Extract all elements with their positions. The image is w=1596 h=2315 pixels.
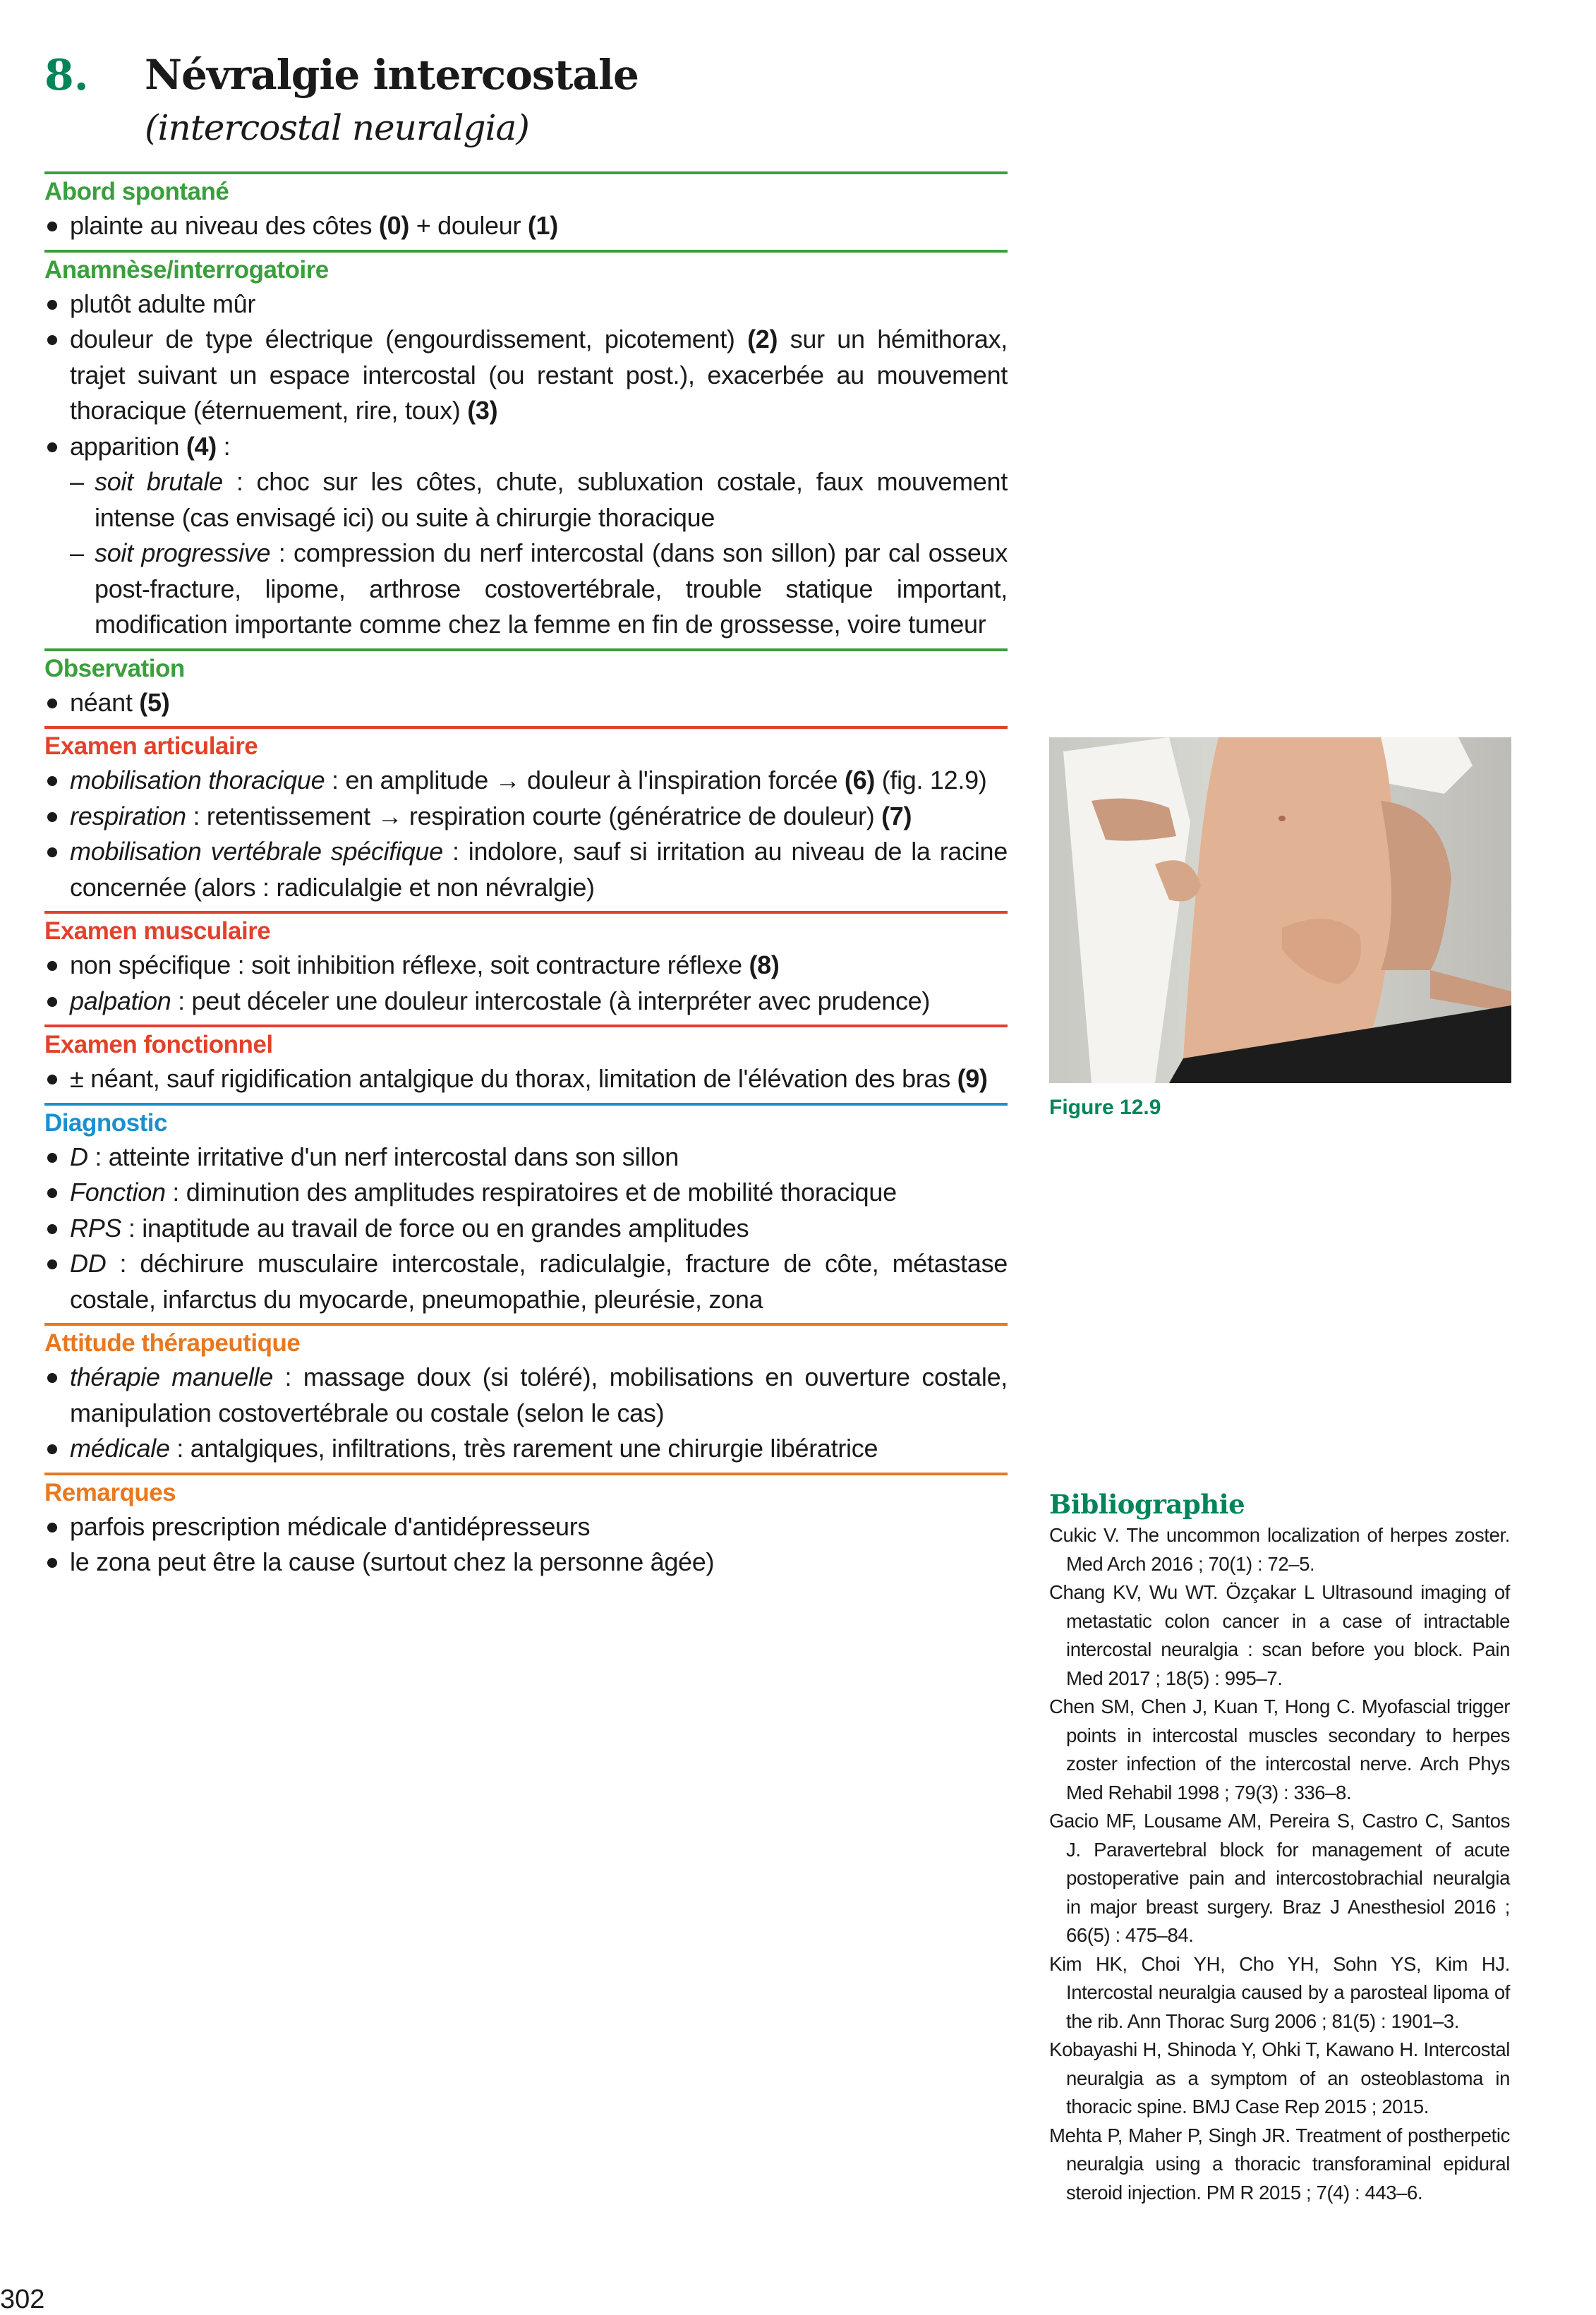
list-item <box>44 286 1008 322</box>
chapter-number: 8. <box>44 51 89 100</box>
item-term: D <box>70 1142 88 1171</box>
bullet-icon <box>47 812 57 822</box>
list-item <box>44 1061 1008 1097</box>
figure-photo <box>1049 737 1511 1083</box>
reference-entry: Chen SM, Chen J, Kuan T, Hong C. Myofascial trigger points in intercostal muscles secondary to herpes zoster infection of the intercostal nerve. Arch Phys Med Rehabil 1998 ; 79(3) : 336–8. <box>1049 1696 1510 1803</box>
item-text: : <box>216 431 231 461</box>
reference-entry: Kim HK, Choi YH, Cho YH, Sohn YS, Kim HJ. Intercostal neuralgia caused by a parosteal lipoma of the rib. Ann Thorac Surg 2006 ; 81(5) : 1901–3. <box>1049 1952 1510 2032</box>
section-heading: Diagnostic <box>44 1108 167 1137</box>
bibliography <box>1049 1489 1510 2207</box>
item-text: : indolore, sauf si irritation au niveau de la racine concernée (alors : radiculalgie et non névralgie) <box>70 837 1008 902</box>
list-item <box>44 1246 1008 1317</box>
list-item <box>44 429 1008 465</box>
item-text: plainte au niveau des côtes <box>70 211 379 240</box>
section-attitude-thérapeutique <box>44 1323 1008 1473</box>
bullet-icon <box>47 1444 57 1454</box>
list-item <box>44 685 1008 721</box>
bullet-icon <box>47 961 57 971</box>
reference-marker: (3) <box>467 396 498 425</box>
bullet-icon <box>47 442 57 452</box>
bullet-icon <box>47 1373 57 1383</box>
item-text: plutôt adulte mûr <box>70 289 256 318</box>
bullet-icon <box>47 1558 57 1568</box>
reference-entry: Mehta P, Maher P, Singh JR. Treatment of postherpetic neuralgia using a thoracic transforaminal epidural steroid injection. PM R 2015 ; 7(4) : 443–6. <box>1049 2124 1510 2204</box>
item-term: DD <box>70 1249 107 1278</box>
item-text: parfois prescription médicale d'antidépresseurs <box>70 1511 591 1541</box>
list-item <box>44 1211 1008 1247</box>
list-item <box>44 1431 1008 1467</box>
dash-icon: – <box>70 467 84 496</box>
section-examen-articulaire <box>44 726 1008 911</box>
reference-marker: (7) <box>881 801 912 830</box>
reference-marker: (4) <box>186 431 217 461</box>
bullet-icon <box>47 1224 57 1234</box>
bullet-icon <box>47 1153 57 1163</box>
item-text: (fig. 12.9) <box>875 766 987 794</box>
sub-list-item <box>44 464 1008 536</box>
figure-illustration <box>1049 737 1511 1083</box>
reference-entry: Chang KV, Wu WT. Özçakar L Ultrasound imaging of metastatic colon cancer in a case of intractable intercostal neuralgia : scan before you block. Pain Med 2017 ; 18(5) : 995–7. <box>1049 1581 1510 1689</box>
reference-marker: (1) <box>527 211 558 240</box>
item-text: non spécifique : soit inhibition réflexe, soit contracture réflexe <box>70 950 749 979</box>
item-term: palpation <box>70 986 171 1015</box>
list-item <box>44 948 1008 984</box>
section-observation <box>44 648 1008 727</box>
item-text: apparition <box>70 431 186 461</box>
item-text: : inaptitude au travail de force ou en grandes amplitudes <box>121 1213 749 1243</box>
item-text: douleur de type électrique (engourdissement, picotement) <box>70 325 748 353</box>
reference-entry: Gacio MF, Lousame AM, Pereira S, Castro C, Santos J. Paravertebral block for management of acute postoperative pain and intercostobrachial neuralgia in major breast surgery. Braz J Anesthesiol 2016 ; 66(5) : 475–84. <box>1049 1810 1510 1946</box>
bullet-icon <box>47 335 57 345</box>
section-heading: Attitude thérapeutique <box>44 1329 301 1357</box>
list-item <box>44 1360 1008 1431</box>
item-text: : atteinte irritative d'un nerf intercostal dans son sillon <box>87 1142 679 1171</box>
sub-list-item <box>44 536 1008 643</box>
list-item <box>44 1509 1008 1545</box>
bullet-icon <box>47 1523 57 1533</box>
item-term: mobilisation vertébrale spécifique <box>70 837 443 866</box>
bullet-icon <box>47 776 57 786</box>
reference-marker: (6) <box>844 766 876 794</box>
item-text: : peut déceler une douleur intercostale (à interpréter avec prudence) <box>171 986 931 1015</box>
bullet-icon <box>47 222 57 231</box>
item-text: : diminution des amplitudes respiratoires et de mobilité thoracique <box>165 1178 897 1207</box>
list-item <box>44 1175 1008 1211</box>
item-term: thérapie manuelle <box>70 1362 273 1391</box>
section-heading: Examen fonctionnel <box>44 1031 273 1058</box>
reference-marker: (9) <box>957 1064 988 1093</box>
item-text: + douleur <box>409 211 528 240</box>
reference-marker: (8) <box>749 950 780 979</box>
bullet-icon <box>47 300 57 310</box>
list-item <box>44 799 1008 835</box>
list-item <box>44 1140 1008 1175</box>
item-text: : choc sur les côtes, chute, subluxation costale, faux mouvement intense (cas envisagé ici) ou suite à chirurgie thoracique <box>95 467 1008 532</box>
list-item <box>44 1545 1008 1580</box>
item-text: : antalgiques, infiltrations, très rarement une chirurgie libératrice <box>169 1434 878 1463</box>
item-term: médicale <box>70 1434 170 1463</box>
item-term: RPS <box>70 1213 122 1243</box>
item-text: : massage doux (si toléré), mobilisations en ouverture costale, manipulation costovertébrale ou costale (selon le cas) <box>70 1362 1008 1427</box>
item-term: respiration <box>70 801 186 830</box>
section-heading: Abord spontané <box>44 178 229 205</box>
bullet-icon <box>47 847 57 857</box>
section-remarques <box>44 1473 1008 1586</box>
item-text: le zona peut être la cause (surtout chez la personne âgée) <box>70 1547 715 1576</box>
section-heading: Anamnèse/interrogatoire <box>44 255 329 284</box>
bullet-icon <box>47 997 57 1007</box>
item-text: sur un hémithorax, trajet suivant un espace intercostal (ou restant post.), exacerbée au mouvement thoracique (éternuement, rire, toux) <box>70 325 1008 425</box>
section-abord-spontané <box>44 171 1008 250</box>
bullet-icon <box>47 699 57 708</box>
item-text: : en amplitude → douleur à l'inspiration forcée <box>325 766 845 794</box>
dash-icon: – <box>70 538 84 567</box>
item-text: : retentissement → respiration courte (génératrice de douleur) <box>186 801 882 830</box>
list-item <box>44 834 1008 905</box>
bibliography-title: Bibliographie <box>1049 1489 1245 1520</box>
item-term: mobilisation thoracique <box>70 766 325 794</box>
reference-entry: Cukic V. The uncommon localization of herpes zoster. Med Arch 2016 ; 70(1) : 72–5. <box>1049 1524 1510 1575</box>
item-text: : déchirure musculaire intercostale, radiculalgie, fracture de côte, métastase costale, infarctus du myocarde, pneumopathie, pleurésie, zona <box>70 1249 1008 1314</box>
bullet-icon <box>47 1075 57 1084</box>
figure-caption: Figure 12.9 <box>1049 1096 1161 1119</box>
section-examen-fonctionnel <box>44 1024 1008 1103</box>
section-diagnostic <box>44 1103 1008 1324</box>
page-number: 302 <box>0 2285 45 2314</box>
reference-marker: (5) <box>139 687 170 717</box>
list-item <box>44 984 1008 1020</box>
item-text: ± néant, sauf rigidification antalgique du thorax, limitation de l'élévation des bras <box>70 1064 957 1093</box>
bullet-icon <box>47 1259 57 1269</box>
item-term: soit progressive <box>95 538 271 567</box>
section-heading: Remarques <box>44 1478 176 1506</box>
page-title: Névralgie intercostale <box>145 51 639 99</box>
list-item <box>44 322 1008 429</box>
section-anamnèse-interrogatoire <box>44 250 1008 648</box>
list-item <box>44 763 1008 799</box>
reference-marker: (0) <box>378 211 410 240</box>
reference-entry: Kobayashi H, Shinoda Y, Ohki T, Kawano H. Intercostal neuralgia as a symptom of an osteoblastoma in thoracic spine. BMJ Case Rep 2015 ; 2015. <box>1049 2038 1510 2117</box>
section-examen-musculaire <box>44 911 1008 1024</box>
item-term: Fonction <box>70 1178 166 1207</box>
list-item <box>44 208 1008 244</box>
item-text: néant <box>70 687 140 717</box>
section-heading: Observation <box>44 654 185 682</box>
reference-marker: (2) <box>747 325 778 353</box>
content-column <box>44 171 1008 1586</box>
section-heading: Examen musculaire <box>44 917 271 945</box>
reference-list <box>1049 1521 1510 2207</box>
item-text: : compression du nerf intercostal (dans son sillon) par cal osseux post-fracture, lipome, arthrose costovertébrale, trouble statique important, modification importante comme chez la femme en fin de grossesse, voire tumeur <box>95 538 1008 639</box>
section-heading: Examen articulaire <box>44 732 258 760</box>
item-term: soit brutale <box>95 467 223 496</box>
page-subtitle: (intercostal neuralgia) <box>145 107 529 148</box>
bullet-icon <box>47 1188 57 1198</box>
